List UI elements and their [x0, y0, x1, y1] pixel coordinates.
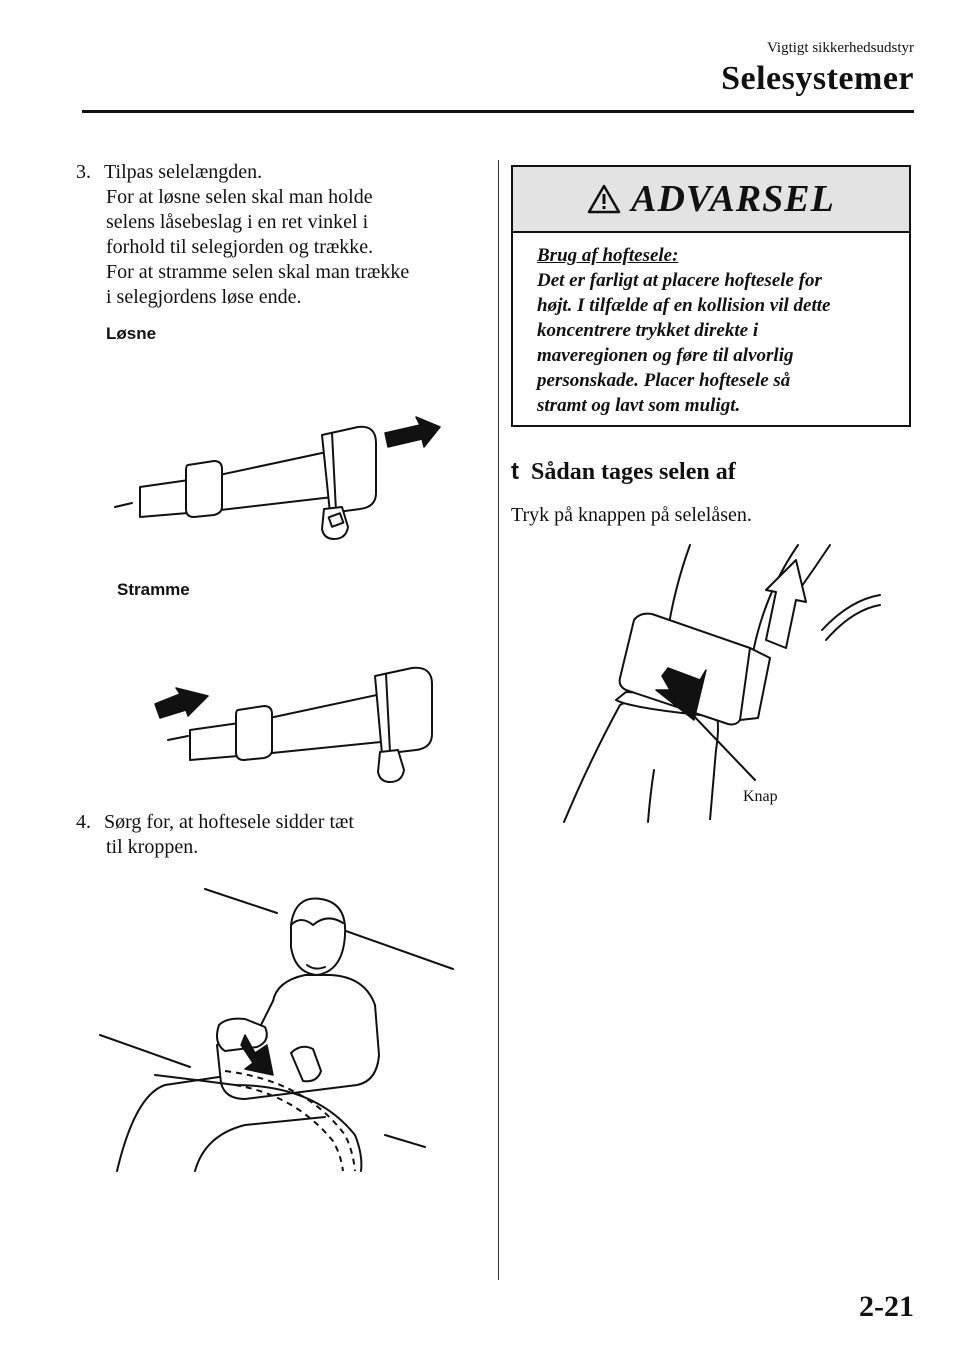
- warning-line: personskade. Placer hoftesele så: [537, 370, 791, 391]
- step-number: 3.: [76, 161, 91, 183]
- lap-belt-illustration: [95, 885, 465, 1175]
- section-heading: [511, 458, 736, 486]
- step-line: til kroppen.: [106, 836, 199, 858]
- step-line: For at stramme selen skal man trække: [106, 261, 410, 283]
- warning-title: ADVARSEL: [631, 178, 835, 220]
- warning-line: maveregionen og føre til alvorlig: [537, 345, 794, 366]
- step-line: Tilpas selelængden.: [104, 161, 263, 183]
- header-divider: [82, 110, 914, 113]
- section-body-text: Tryk på knappen på selelåsen.: [511, 504, 752, 526]
- page-title: Selesystemer: [721, 60, 914, 97]
- warning-line: koncentrere trykket direkte i: [537, 320, 759, 341]
- running-header-section: Vigtigt sikkerhedsudstyr: [766, 40, 914, 56]
- warning-line: Det er farligt at placere hoftesele for: [537, 270, 822, 291]
- column-divider: [498, 160, 499, 1280]
- page-number: 2-21: [859, 1290, 914, 1323]
- belt-tighten-illustration: [150, 660, 450, 790]
- belt-loosen-illustration: [110, 415, 450, 555]
- warning-line: højt. I tilfælde af en kollision vil dette: [537, 295, 831, 316]
- figure-label-tighten: Stramme: [117, 580, 190, 599]
- step-line: forhold til selegjorden og trække.: [106, 236, 374, 258]
- step-line: Sørg for, at hoftesele sidder tæt: [104, 811, 354, 833]
- warning-box: [511, 165, 911, 427]
- warning-heading: Brug af hoftesele:: [537, 245, 679, 266]
- warning-triangle-icon: [587, 184, 621, 214]
- section-bullet: t: [511, 458, 519, 485]
- step-line: selens låsebeslag i en ret vinkel i: [106, 211, 369, 233]
- step-line: i selegjordens løse ende.: [106, 286, 302, 308]
- step-line: For at løsne selen skal man holde: [106, 186, 373, 208]
- section-heading-text: Sådan tages selen af: [531, 459, 736, 485]
- warning-body: [513, 233, 909, 418]
- figure-label-loosen: Løsne: [106, 324, 157, 343]
- warning-line: stramt og lavt som muligt.: [537, 395, 741, 416]
- warning-header: [513, 167, 909, 233]
- step-number: 4.: [76, 811, 91, 833]
- buckle-release-illustration: [560, 540, 900, 830]
- step-3: [76, 160, 486, 310]
- step-4: [76, 810, 486, 860]
- figure-label-button: Knap: [743, 788, 778, 805]
